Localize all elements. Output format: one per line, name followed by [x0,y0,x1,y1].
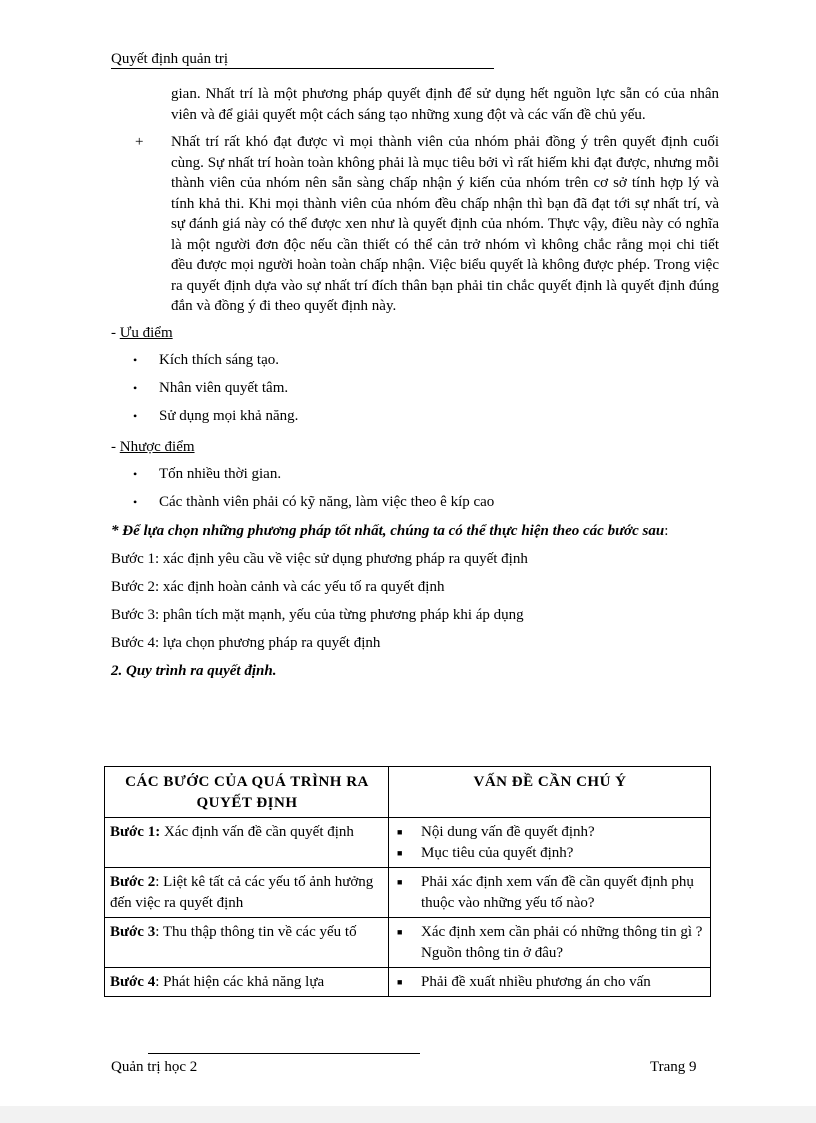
step-cell [105,968,389,997]
disadvantages-heading [111,435,719,459]
bullet-icon: • [133,353,138,368]
list-item-text: Sử dụng mọi khả năng. [159,408,299,425]
disadvantages-prefix: - [111,438,120,455]
list-item [111,403,719,431]
advantages-title: Ưu điểm [119,324,173,341]
note-item [397,972,706,993]
step-label: Bước 4 [110,974,156,990]
advantages-prefix: - [111,324,120,341]
step-description: : Thu thập thông tin về các yếu tố [155,924,357,940]
notes-cell [389,818,711,868]
advantages-heading [111,321,719,345]
bullet-icon: • [133,467,138,482]
list-item [111,489,719,517]
running-header [111,50,494,69]
table-row [105,918,711,968]
list-item-text: Nhân viên quyết tâm. [159,380,289,397]
intro-paragraph: gian. Nhất trí là một phương pháp quyết định để sử dụng hết nguồn lực sẵn có của nhân viên và để giải quyết một cách sáng tạo những xung đột và các vấn đề chủ yếu. [171,86,719,123]
table-row [105,818,711,868]
note-item [397,922,706,964]
step-cell [105,868,389,918]
step-label: Bước 2 [110,874,156,890]
step-label: Bước 3 [110,924,156,940]
footer-rule [148,1053,420,1054]
disadvantages-title: Nhược điểm [119,438,195,455]
step-cell [105,918,389,968]
note-item [397,843,706,864]
note-text: Phải đề xuất nhiều phương án cho vấn [421,974,651,990]
decision-process-table [104,766,711,997]
notes-cell [389,868,711,918]
notes-cell [389,918,711,968]
note-text: Phải xác định xem vấn đề cần quyết định phụ thuộc vào những yếu tố nào? [421,874,694,911]
notes-cell [389,968,711,997]
list-item-text: Tốn nhiều thời gian. [159,466,282,483]
list-item-text: Kích thích sáng tạo. [159,352,279,369]
table-header-row [105,767,711,818]
square-bullet-icon: ■ [397,927,403,937]
body-content [111,84,719,681]
step-description: Xác định vấn đề cần quyết định [160,824,354,840]
selection-intro-bold: * Để lựa chọn những phương pháp tốt nhất, chúng ta có thể thực hiện theo các bước sau [111,522,665,539]
header-title: Quyết định quản trị [111,51,229,67]
footer-page-number: Trang 9 [650,1059,697,1075]
list-item [111,375,719,403]
step-line-2: Bước 2: xác định hoàn cảnh và các yếu tố ra quyết định [111,578,445,595]
list-item [111,461,719,489]
selection-intro [111,521,719,541]
table-row [105,868,711,918]
plus-marker: + [135,134,144,150]
list-item [111,347,719,375]
square-bullet-icon: ■ [397,877,403,887]
step-line-4: Bước 4: lựa chọn phương pháp ra quyết định [111,634,381,651]
footer-course: Quản trị học 2 [111,1059,198,1075]
selection-intro-suffix: : [664,522,669,539]
note-item [397,872,706,914]
note-text: Mục tiêu của quyết định? [421,845,574,861]
consensus-paragraph [111,132,719,317]
bullet-icon: • [133,409,138,424]
step-cell [105,818,389,868]
step-description: : Liệt kê tất cả các yếu tố ảnh hưởng đến việc ra quyết định [110,874,374,911]
square-bullet-icon: ■ [397,977,403,987]
note-text: Xác định xem cần phải có những thông tin gì ? Nguồn thông tin ở đâu? [421,924,703,961]
section-2-title: 2. Quy trình ra quyết định. [111,662,277,679]
table-row [105,968,711,997]
consensus-text: Nhất trí rất khó đạt được vì mọi thành viên của nhóm phải đồng ý trên quyết định cuối cùng. Sự nhất trí hoàn toàn không phải là mục tiêu bởi vì rất hiếm khi đạt được, nhưng mỗi thành viên của nhóm nên sẵn sàng chấp nhận ý kiến của nhóm trên cơ sở tính hợp lý và tính khả thi. Khi mọi thành viên của nhóm đều chấp nhận thì bạn đã đạt tới sự nhất trí, và sự đánh giá này có thể được xen như là quyết định của nhóm. Thực vậy, điều này có nghĩa là một người đơn độc nếu cần thiết có thể cản trở nhóm vì không chắc rằng mọi chi tiết đều được mọi người hoàn toàn chấp nhận. Việc biểu quyết là không được phép. Trong việc ra quyết định dựa vào sự nhất trí đích thân bạn phải tin chắc quyết định là quyết định đúng đắn và đồng ý đi theo quyết định này. [171,134,719,314]
square-bullet-icon: ■ [397,848,403,858]
bullet-icon: • [133,495,138,510]
step-label: Bước 1: [110,824,161,840]
table-header-steps: CÁC BƯỚC CỦA QUÁ TRÌNH RA QUYẾT ĐỊNH [105,767,389,818]
square-bullet-icon: ■ [397,827,403,837]
bullet-icon: • [133,381,138,396]
page-bottom-edge [0,1106,816,1123]
disadvantages-list [111,461,719,517]
step-description: : Phát hiện các khả năng lựa [155,974,325,990]
list-item-text: Các thành viên phải có kỹ năng, làm việc theo ê kíp cao [159,494,495,511]
step-line-1: Bước 1: xác định yêu cầu về việc sử dụng phương pháp ra quyết định [111,550,528,567]
advantages-list [111,347,719,431]
note-text: Nội dung vấn đề quyết định? [421,824,595,840]
note-item [397,822,706,843]
step-line-3: Bước 3: phân tích mặt mạnh, yếu của từng phương pháp khi áp dụng [111,606,524,623]
table-header-notes: VẤN ĐỀ CẦN CHÚ Ý [389,767,711,818]
